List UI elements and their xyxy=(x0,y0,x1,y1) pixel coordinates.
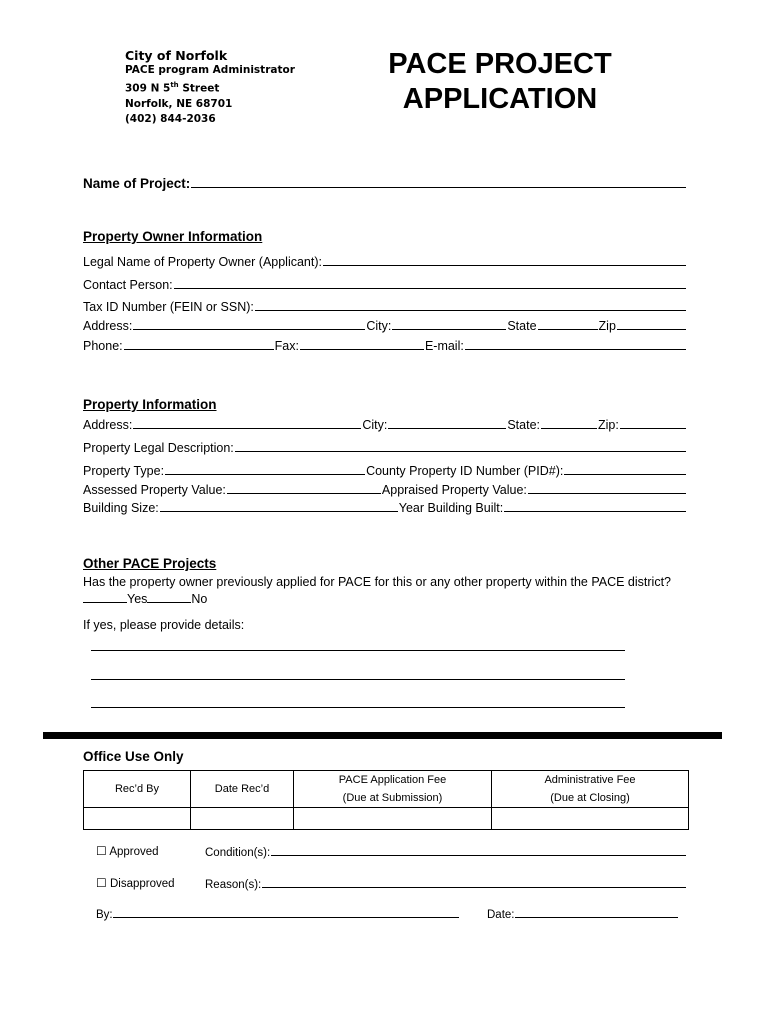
owner-state-field[interactable] xyxy=(538,329,598,330)
section-divider xyxy=(43,732,722,739)
legal-name-row xyxy=(83,253,687,269)
legal-description-field[interactable] xyxy=(235,451,686,452)
date-label: Date: xyxy=(487,909,515,921)
property-state-label: State: xyxy=(507,418,541,432)
conditions-row xyxy=(205,843,687,859)
project-name-field[interactable] xyxy=(191,187,686,188)
owner-state-label: State xyxy=(507,319,537,333)
disapproved-checkbox[interactable]: ☐ xyxy=(96,876,107,890)
property-address-field[interactable] xyxy=(133,428,361,429)
yes-label: Yes xyxy=(127,592,148,606)
tax-id-label: Tax ID Number (FEIN or SSN): xyxy=(83,300,254,314)
approved-label: Approved xyxy=(109,846,159,858)
date-recd-header: Date Rec’d xyxy=(191,771,294,808)
tax-id-row xyxy=(83,298,687,314)
legal-name-label: Legal Name of Property Owner (Applicant): xyxy=(83,255,322,269)
yes-no-row xyxy=(83,590,207,606)
by-label: By: xyxy=(96,909,113,921)
date-row xyxy=(487,905,678,921)
contact-label: Contact Person: xyxy=(83,278,173,292)
owner-address-row xyxy=(83,317,687,333)
property-type-field[interactable] xyxy=(165,474,365,475)
street-line: 309 N 5th Street xyxy=(125,81,220,95)
disapproved-option xyxy=(96,876,175,890)
owner-zip-label: Zip xyxy=(598,319,616,333)
appraised-value-label: Appraised Property Value: xyxy=(381,483,527,497)
owner-address-label: Address: xyxy=(83,319,133,333)
property-address-row xyxy=(83,416,687,432)
legal-description-label: Property Legal Description: xyxy=(83,441,234,455)
owner-email-field[interactable] xyxy=(465,349,686,350)
approved-option xyxy=(96,844,159,858)
assessed-value-label: Assessed Property Value: xyxy=(83,483,226,497)
building-row xyxy=(83,499,687,515)
conditions-field[interactable] xyxy=(271,855,686,856)
project-name-label: Name of Project: xyxy=(83,176,191,191)
application-fee-cell[interactable] xyxy=(294,808,492,830)
pid-label: County Property ID Number (PID#): xyxy=(366,464,564,478)
phone-line: (402) 844-2036 xyxy=(125,112,216,125)
property-address-label: Address: xyxy=(83,418,133,432)
details-line-3[interactable] xyxy=(91,707,625,708)
reasons-label: Reason(s): xyxy=(205,879,262,891)
contact-field[interactable] xyxy=(174,288,686,289)
details-line-1[interactable] xyxy=(91,650,625,651)
contact-row xyxy=(83,276,687,292)
owner-city-label: City: xyxy=(366,319,392,333)
office-address-block xyxy=(125,48,295,127)
city-state-zip-line: Norfolk, NE 68701 xyxy=(125,97,233,110)
assessed-value-field[interactable] xyxy=(227,493,381,494)
owner-address-field[interactable] xyxy=(133,329,365,330)
recd-by-cell[interactable] xyxy=(84,808,191,830)
reasons-row xyxy=(205,875,687,891)
owner-email-label: E-mail: xyxy=(424,339,464,353)
other-projects-heading: Other PACE Projects xyxy=(83,556,217,571)
approved-checkbox[interactable]: ☐ xyxy=(96,844,107,858)
owner-fax-label: Fax: xyxy=(274,339,299,353)
page-title: PACE PROJECT APPLICATION xyxy=(388,48,612,115)
details-line-2[interactable] xyxy=(91,679,625,680)
building-size-label: Building Size: xyxy=(83,501,159,515)
office-use-table xyxy=(83,770,689,830)
owner-city-field[interactable] xyxy=(392,329,506,330)
building-size-field[interactable] xyxy=(160,511,398,512)
no-blank[interactable] xyxy=(147,602,191,603)
owner-phone-label: Phone: xyxy=(83,339,123,353)
date-recd-cell[interactable] xyxy=(191,808,294,830)
legal-description-row xyxy=(83,439,687,455)
tax-id-field[interactable] xyxy=(255,310,686,311)
conditions-label: Condition(s): xyxy=(205,847,271,859)
by-row xyxy=(96,905,459,921)
year-built-label: Year Building Built: xyxy=(398,501,504,515)
property-city-field[interactable] xyxy=(388,428,506,429)
property-type-row xyxy=(83,462,687,478)
pid-field[interactable] xyxy=(564,474,686,475)
recd-by-header: Rec’d By xyxy=(84,771,191,808)
disapproved-label: Disapproved xyxy=(109,878,175,890)
administrative-fee-header: Administrative Fee (Due at Closing) xyxy=(492,771,689,808)
property-zip-label: Zip: xyxy=(598,418,619,432)
details-label: If yes, please provide details: xyxy=(83,618,245,632)
property-type-label: Property Type: xyxy=(83,464,165,478)
property-zip-field[interactable] xyxy=(620,428,686,429)
by-field[interactable] xyxy=(113,917,459,918)
administrator-line: PACE program Administrator xyxy=(125,64,295,76)
property-state-field[interactable] xyxy=(541,428,597,429)
owner-phone-row xyxy=(83,337,687,353)
appraised-value-field[interactable] xyxy=(528,493,686,494)
office-use-heading: Office Use Only xyxy=(83,749,184,764)
application-fee-header: PACE Application Fee (Due at Submission) xyxy=(294,771,492,808)
property-city-label: City: xyxy=(362,418,388,432)
city-name: City of Norfolk xyxy=(125,48,228,63)
yes-blank[interactable] xyxy=(83,602,127,603)
project-name-row xyxy=(83,175,687,191)
administrative-fee-cell[interactable] xyxy=(492,808,689,830)
reasons-field[interactable] xyxy=(262,887,686,888)
previous-application-question: Has the property owner previously applied for PACE for this or any other property within the PACE district? xyxy=(83,575,672,589)
property-section-heading: Property Information xyxy=(83,397,217,412)
value-row xyxy=(83,481,687,497)
year-built-field[interactable] xyxy=(504,511,686,512)
no-label: No xyxy=(191,592,208,606)
owner-phone-field[interactable] xyxy=(124,349,274,350)
owner-section-heading: Property Owner Information xyxy=(83,229,263,244)
owner-zip-field[interactable] xyxy=(617,329,686,330)
date-field[interactable] xyxy=(515,917,679,918)
legal-name-field[interactable] xyxy=(323,265,686,266)
owner-fax-field[interactable] xyxy=(300,349,424,350)
